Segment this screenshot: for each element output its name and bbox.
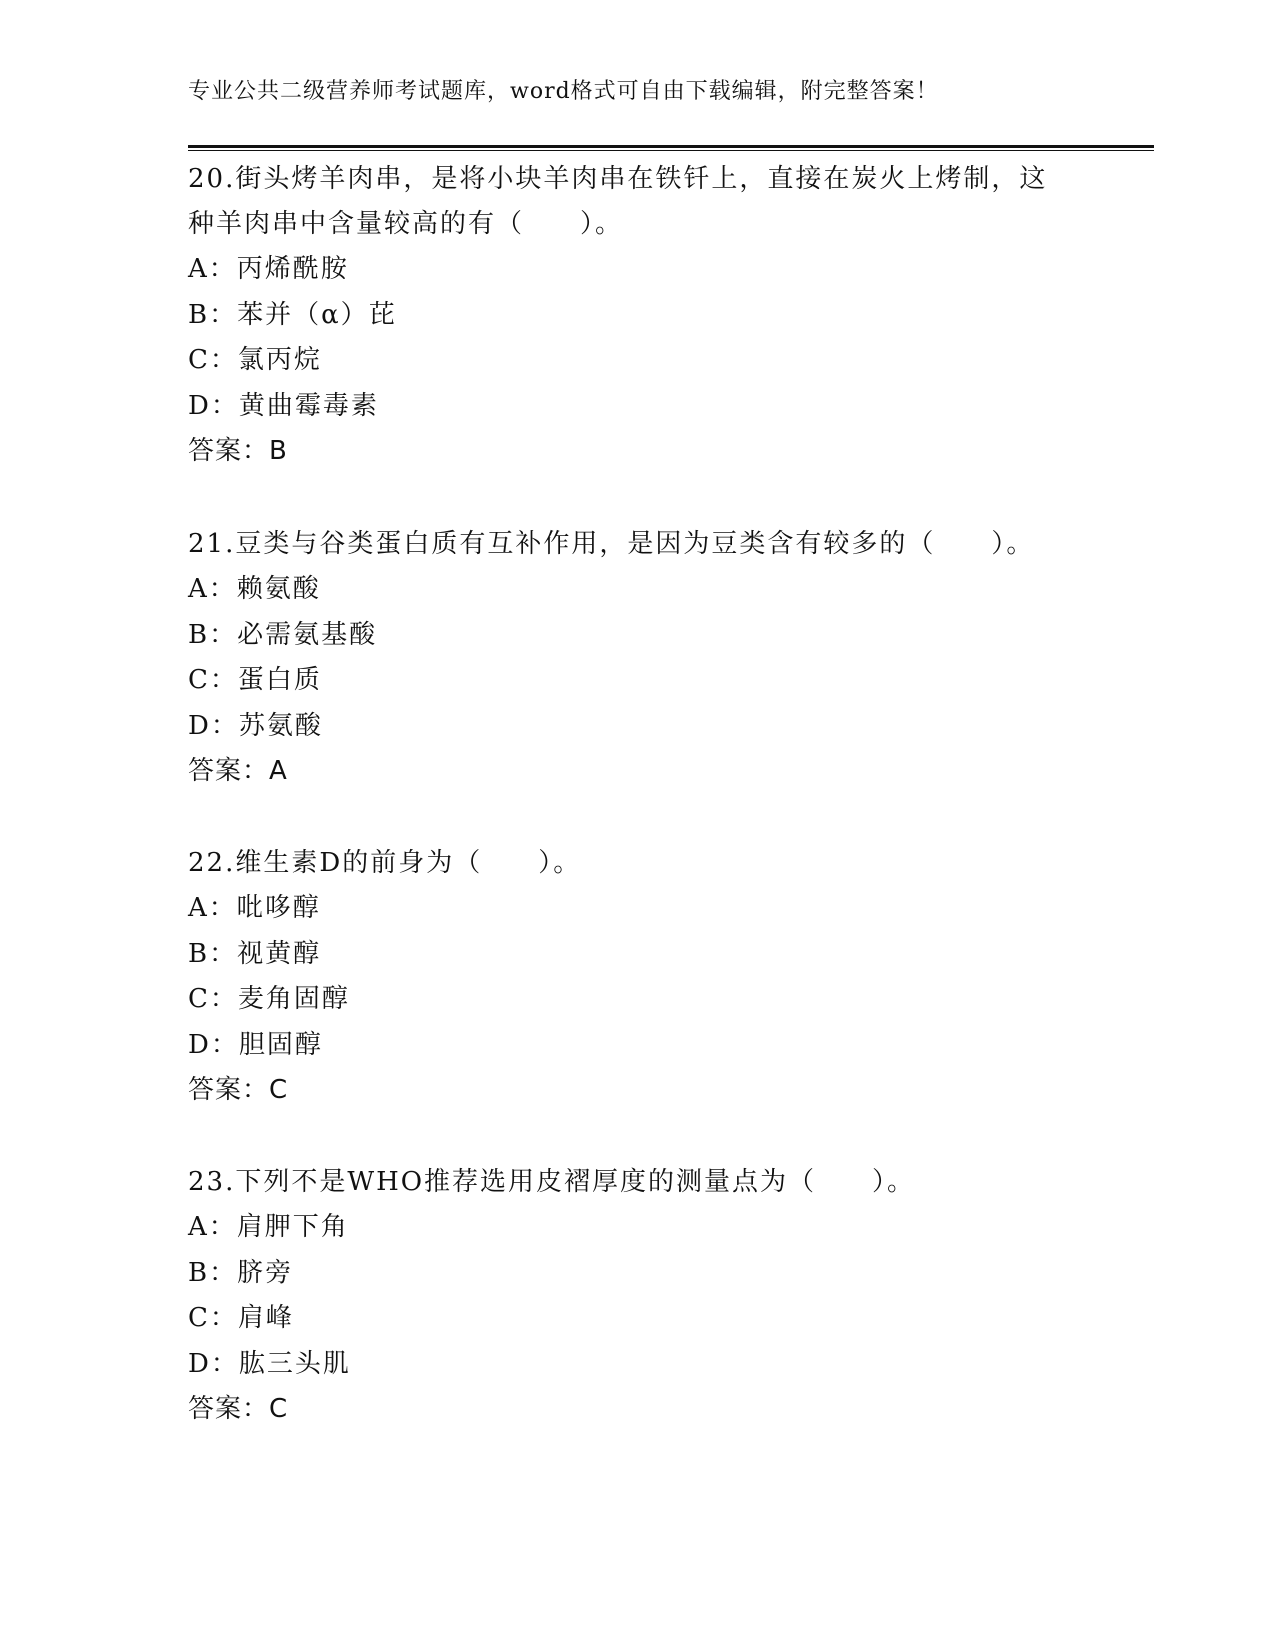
question-block bbox=[188, 1160, 1108, 1433]
question-block bbox=[188, 157, 1108, 475]
question-stem-line: 20.街头烤羊肉串，是将小块羊肉串在铁钎上，直接在炭火上烤制，这 bbox=[188, 164, 1048, 194]
option-d: D：黄曲霉毒素 bbox=[188, 390, 379, 421]
option-a: A：赖氨酸 bbox=[188, 574, 321, 604]
option-b: B：苯并（α）芘 bbox=[188, 299, 397, 330]
option-d: D：肱三头肌 bbox=[188, 1348, 351, 1379]
question-stem: 21.豆类与谷类蛋白质有互补作用，是因为豆类含有较多的（ ）。 bbox=[188, 529, 1035, 559]
option-d: D：苏氨酸 bbox=[188, 710, 323, 741]
option-a: A：吡哆醇 bbox=[188, 893, 321, 923]
answer-value: B bbox=[269, 436, 288, 466]
option-a: A：肩胛下角 bbox=[188, 1212, 349, 1242]
option-a: A：丙烯酰胺 bbox=[188, 254, 349, 284]
page-header: 专业公共二级营养师考试题库，word格式可自由下载编辑，附完整答案！ bbox=[188, 79, 939, 104]
answer-label: 答案： bbox=[188, 756, 270, 786]
answer-value: C bbox=[269, 1394, 289, 1424]
header-rule-thin bbox=[188, 150, 1154, 151]
option-b: B：必需氨基酸 bbox=[188, 619, 378, 650]
option-b: B：视黄醇 bbox=[188, 938, 322, 969]
answer-value: C bbox=[269, 1075, 289, 1105]
question-block bbox=[188, 841, 1108, 1114]
answer-line bbox=[188, 1387, 1108, 1433]
question-block bbox=[188, 522, 1108, 795]
question-stem-line: 种羊肉串中含量较高的有（ ）。 bbox=[188, 209, 624, 239]
answer-line bbox=[188, 1068, 1108, 1114]
answer-label: 答案： bbox=[188, 1394, 270, 1424]
question-stem: 22.维生素D的前身为（ ）。 bbox=[188, 848, 582, 878]
option-c: C：蛋白质 bbox=[188, 665, 322, 695]
answer-line bbox=[188, 429, 1108, 475]
question-stem bbox=[188, 157, 1108, 247]
answer-label: 答案： bbox=[188, 436, 270, 466]
option-c: C：麦角固醇 bbox=[188, 984, 350, 1014]
answer-line bbox=[188, 749, 1108, 795]
option-b: B：脐旁 bbox=[188, 1257, 294, 1288]
option-d: D：胆固醇 bbox=[188, 1029, 323, 1060]
answer-label: 答案： bbox=[188, 1075, 270, 1105]
option-c: C：肩峰 bbox=[188, 1303, 294, 1333]
question-stem: 23.下列不是WHO推荐选用皮褶厚度的测量点为（ ）。 bbox=[188, 1167, 916, 1197]
option-c: C：氯丙烷 bbox=[188, 345, 322, 375]
header-rule bbox=[188, 145, 1154, 148]
answer-value: A bbox=[269, 756, 288, 786]
